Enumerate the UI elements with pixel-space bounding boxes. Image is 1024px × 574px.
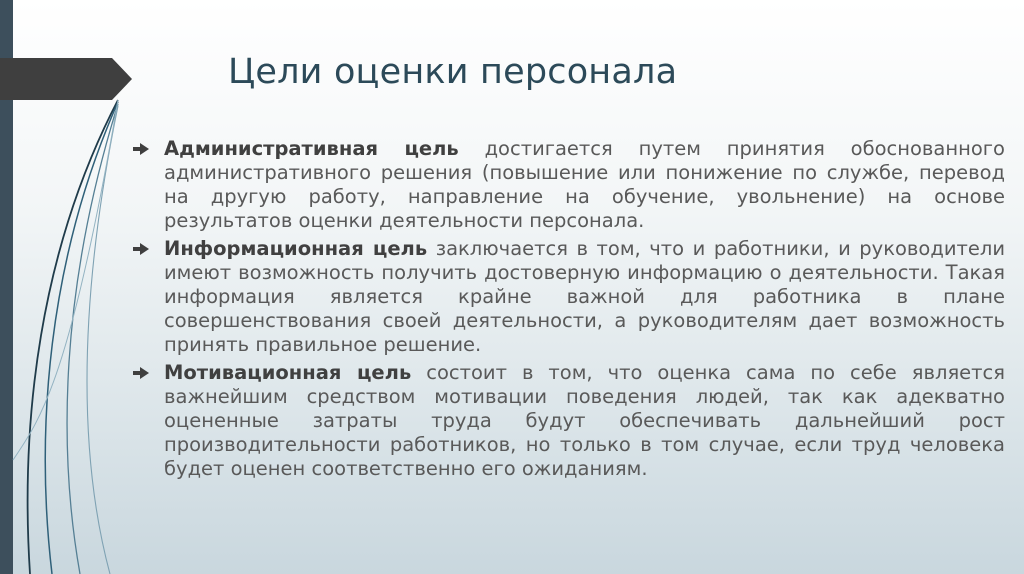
slide-title: Цели оценки персонала — [228, 52, 678, 92]
arrow-bullet-icon — [133, 367, 149, 379]
item-term: Информационная цель — [164, 237, 428, 260]
arrow-bullet-icon — [133, 143, 149, 155]
bullet-list — [133, 137, 1005, 485]
title-tab-shape — [0, 58, 132, 100]
list-item — [133, 237, 1005, 357]
item-text: достигается путем принятия обоснованного административного решения (повышение или понижение по службе, перевод на другую работу, направление на обучение, увольнение) на основе результатов оценки деятельности персонала. — [164, 137, 1005, 232]
list-item — [133, 137, 1005, 233]
list-item — [133, 361, 1005, 481]
item-term: Административная цель — [164, 137, 459, 160]
item-term: Мотивационная цель — [164, 361, 412, 384]
item-text: заключается в том, что и работники, и руководители имеют возможность получить достоверную информацию о деятельности. Такая информация является крайне важной для работника в плане совершенствования своей деятельности, а руководителям дает возможность принять правильное решение. — [164, 237, 1005, 356]
item-text: состоит в том, что оценка сама по себе является важнейшим средством мотивации поведения людей, так как адекватно оцененные затраты труда будут обеспечивать дальнейший рост производительности работников, но только в том случае, если труд человека будет оценен соответственно его ожиданиям. — [164, 361, 1005, 480]
arrow-bullet-icon — [133, 243, 149, 255]
